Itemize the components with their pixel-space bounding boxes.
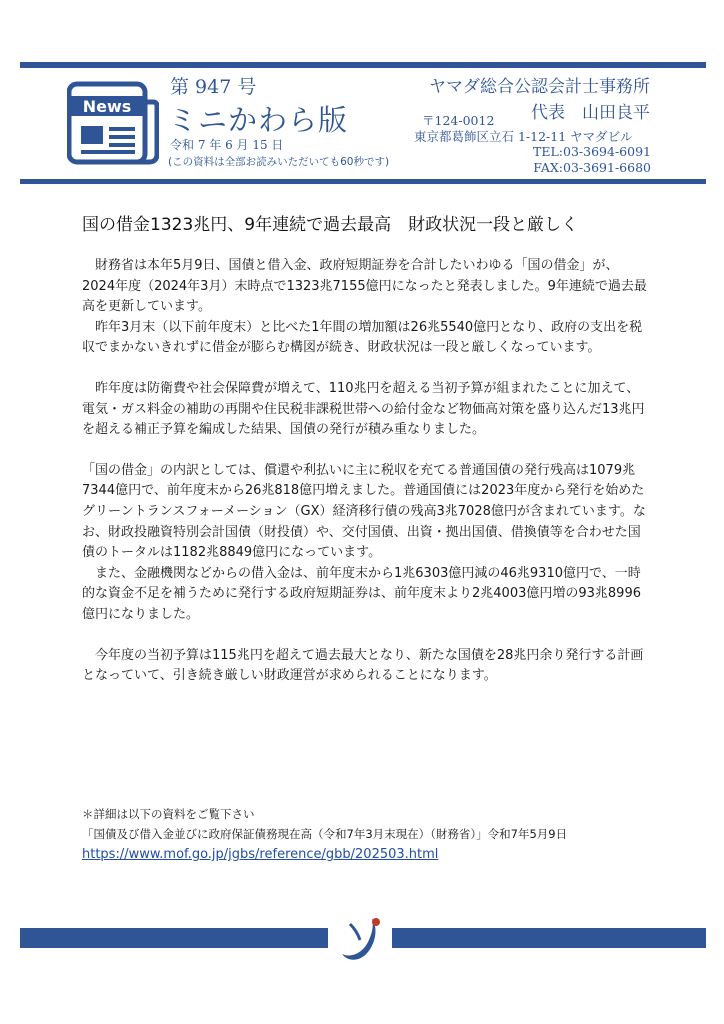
article-paragraph: 昨年度は防衛費や社会保障費が増えて、110兆円を超える当初予算が組まれたことに加えて、電気・ガス料金の補助の再開や住民税非課税世帯への給付金など物価高対策を盛り込んだ13兆円を超える補正予算を編成した結果、国債の発行が積み重なりました。 (82, 380, 645, 438)
firm-address: 東京都葛飾区立石 1-12-11 ヤマダビル (414, 128, 633, 144)
article-paragraph: また、金融機関などからの借入金は、前年度末から1兆6303億円減の46兆9310億円で、一時的な資金不足を補うために発行する政府短期証券は、前年度末より2兆4003億円増の93兆8996億円になりました。 (82, 565, 641, 622)
article-paragraph: 今年度の当初予算は115兆円を超えて過去最大となり、新たな国債を28兆円余り発行する計画となっていて、引き続き厳しい財政運営が求められることになります。 (82, 647, 644, 684)
article-paragraph: 「国の借金」の内訳としては、償還や利払いに主に税収を充てる普通国債の発行残高は1079兆7344億円で、前年度末から26兆818億円増えました。普通国債には2023年度から発行を始めたグリーントランスフォーメーション（GX）経済移行債の残高3兆7028億円が含まれています。なお、財政投融資特別会計国債（財投債）や、交付国債、出資・拠出国債、借換債等を合わせた国債のトータルは1182兆8849億円になっています。 (82, 462, 646, 561)
firm-postal: 〒124-0012 (422, 113, 495, 128)
publication-title: ミニかわら版 (168, 103, 349, 137)
news-icon-label: News (82, 97, 132, 116)
header-top-bar (20, 62, 706, 68)
footer-bar-right (392, 928, 706, 948)
firm-name: ヤマダ総合公認会計士事務所 (429, 77, 650, 97)
newspaper-icon (67, 80, 159, 166)
firm-tel: TEL:03-3694-6091 (533, 144, 651, 159)
firm-fax: FAX:03-3691-6680 (533, 159, 651, 175)
article-paragraph: 財務省は本年5月9日、国債と借入金、政府短期証券を合計したいわゆる「国の借金」が、2024年度（2024年3月）末時点で1323兆7155億円になったと発表しました。9年連続で過去最高を更新しています。 (82, 258, 647, 315)
firm-logo-icon (336, 914, 386, 964)
publication-date: 令和 7 年 6 月 15 日 (170, 138, 284, 152)
firm-representative: 代表 山田良平 (531, 103, 650, 123)
reference-note: ＊詳細は以下の資料をご覧下さい (82, 807, 255, 821)
references (82, 804, 567, 865)
footer-bar-left (20, 928, 328, 948)
article-headline: 国の借金1323兆円、9年連続で過去最高 財政状況一段と厳しく (82, 215, 579, 235)
header-bottom-bar (20, 179, 706, 184)
firm-contact (414, 113, 651, 175)
reference-link[interactable]: https://www.mof.go.jp/jgbs/reference/gbb/202503.html (82, 847, 439, 862)
read-time-note: (この資料は全部お読みいただいても60秒です) (168, 156, 390, 168)
issue-number: 第 947 号 (170, 76, 257, 98)
article-body (82, 256, 650, 687)
article-paragraph: 昨年3月末（以下前年度末）と比べた1年間の増加額は26兆5540億円となり、政府の支出を税収でまかないきれずに借金が膨らむ構図が続き、財政状況は一段と厳しくなっています。 (82, 319, 643, 356)
reference-source: 「国債及び借入金並びに政府保証債務現在高（令和7年3月末現在）（財務省）」令和7年5月9日 (82, 827, 568, 841)
